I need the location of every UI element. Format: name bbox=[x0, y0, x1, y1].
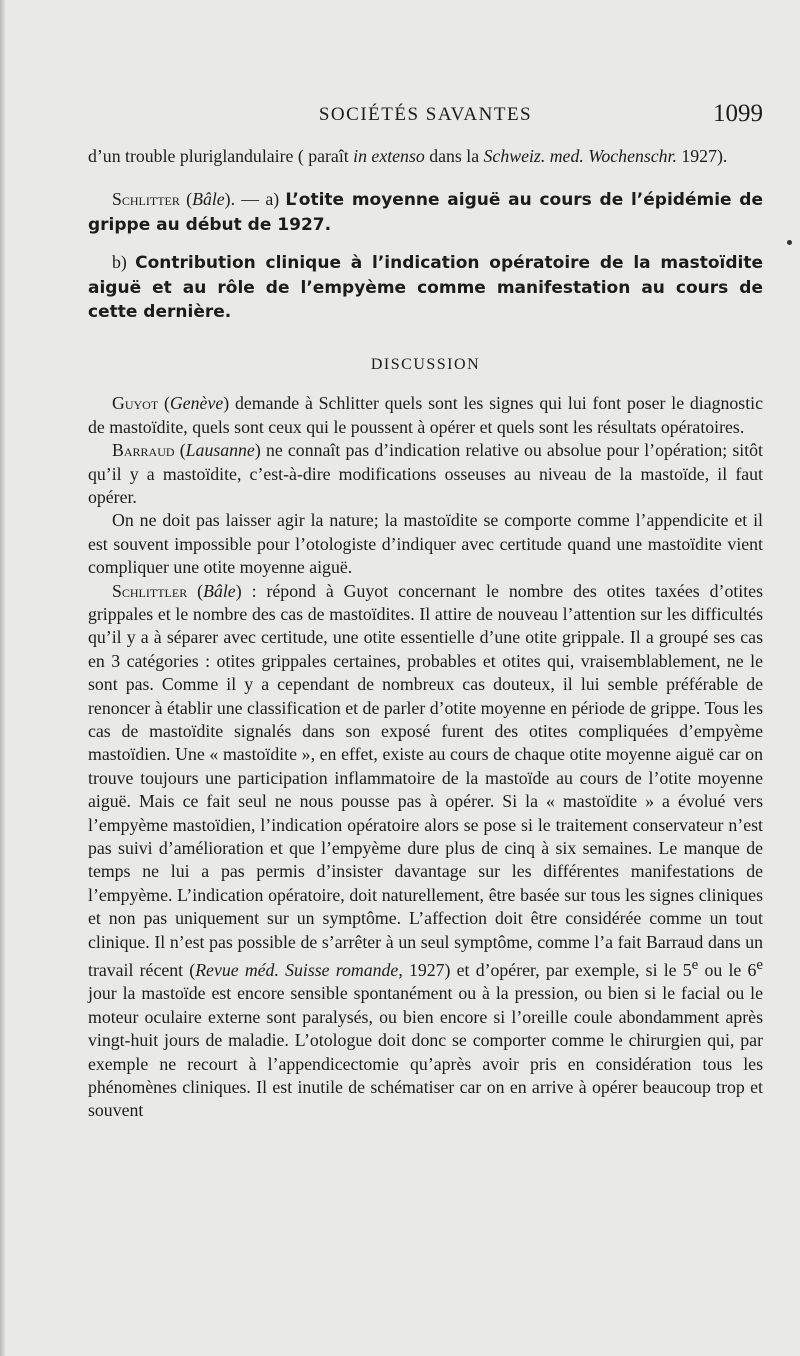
discussion-heading: DISCUSSION bbox=[370, 355, 481, 373]
italic-text: in extenso bbox=[353, 146, 425, 166]
journal-title: Revue méd. Suisse romande, bbox=[195, 959, 403, 980]
page-edge bbox=[0, 0, 6, 1356]
paragraph-text: ne connaît pas d’indication relative ou absolue pour l’opération; sitôt qu’il y a mastoïdite, c’est-à-dire modifications osseuses au niveau de la mastoïde, il faut opérer. bbox=[88, 440, 763, 507]
speaker-name: Guyot bbox=[112, 393, 159, 414]
speaker-name: Barraud bbox=[112, 440, 175, 461]
communication-a: Schlitter (Bâle). — a) L’otite moyenne aiguë au cours de l’épidémie de grippe au début de 1927. bbox=[88, 189, 763, 235]
page-header bbox=[88, 100, 763, 132]
speaker-city: Bâle bbox=[203, 580, 236, 601]
text: dans la bbox=[424, 146, 484, 166]
paragraph-text: 1927) et d’opérer, par exemple, si le bbox=[402, 959, 683, 980]
paragraph-text: jour la mastoïde est encore sensible spontanément ou à la pression, ou bien si le facial ou le moteur oculaire externe sont paralysés, ou bien encore si l’oreille coule abondamment après vingt-huit jours de maladie. L’otologue doit donc se comporter comme le chirurgien qui, par exemple ne recourt à l’appendicectomie qu’après avoir pris en considération tous les phénomènes cliniques. Il est inutile de schématiser car on en arrive à opérer beaucoup trop et souvent bbox=[88, 983, 763, 1121]
communication-title: L’otite moyenne aiguë au cours de l’épidémie de grippe au début de 1927. bbox=[88, 190, 763, 235]
running-title: SOCIÉTÉS SAVANTES bbox=[318, 104, 533, 125]
paragraph-schlittler: Schlittler (Bâle) : répond à Guyot concernant le nombre des otites taxées d’otites grippales et le nombre des cas de mastoïdites. Il attire de nouveau l’attention sur les difficultés qu’il y a à séparer avec certitude, une otite essentielle d’une otite grippale. Il a groupé ses cas en 3 catégories : otites grippales certaines, probables et otites qui, vraisemblablement, ne le sont pas. Comme il y a cependant de nombreux cas douteux, il lui semble préférable de renoncer à établir une classification et de parler d’otite moyenne en période de grippe. Tous les cas de mastoïdite signalés dans son exposé furent des otites compliquées d’empyème mastoïdien. Une « mastoïdite », en effet, existe au cours de chaque otite moyenne aiguë car on trouve toujours une participation inflammatoire de la mastoïde au cours de l’otite moyenne aiguë. Mais ce fait seul ne nous pousse pas à opérer. Si la « mastoïdite » a évolué vers l’empyème mastoïdien, l’indication opératoire alors se pose si le traitement conservateur n’est pas suivi d’amélioration et que l’empyème dure plus de cinq à six semaines. Le manque de temps ne lui a pas permis d’insister davantage sur les différentes manifestations de l’empyème. L’indication opératoire, doit naturellement, être basée sur tous les signes cliniques et non pas uniquement sur un symptôme. L’affection doit être considérée comme un tout clinique. Il n’est pas possible de s’arrêter à un seul symptôme, comme l’a fait Barraud dans un travail récent (Revue méd. Suisse romande, 1927) et d’opérer, par exemple, si le 5e ou le 6e jour la mastoïde est encore sensible spontanément ou à la pression, ou bien si le facial ou le moteur oculaire externe sont paralysés, ou bien encore si l’oreille coule abondamment après vingt-huit jours de maladie. L’otologue doit donc se comporter comme le chirurgien qui, par exemple ne recourt à l’appendicectomie qu’après avoir pris en considération tous les phénomènes cliniques. Il est inutile de schématiser car on en arrive à opérer beaucoup trop et souvent bbox=[88, 580, 763, 1121]
page-number: 1099 bbox=[713, 100, 763, 127]
author-name: Schlitter bbox=[112, 189, 180, 210]
text: 1927). bbox=[676, 146, 728, 166]
page-body bbox=[88, 145, 763, 1123]
paragraph-text: demande à Schlitter quels sont les signes qui lui font poser le diagnostic de mastoïdite, quels sont ceux qui le poussent à opérer et quels sont les résultats opératoires. bbox=[88, 393, 763, 437]
intro-paragraph bbox=[88, 145, 763, 168]
communication-b bbox=[88, 251, 763, 325]
communication-title: Contribution clinique à l’indication opératoire de la mastoïdite aiguë et au rôle de l’empyème comme manifestation au cours de cette dernière. bbox=[88, 253, 763, 323]
ordinal-number: 5 bbox=[682, 959, 692, 980]
paragraph-guyot: Guyot (Genève) demande à Schlitter quels sont les signes qui lui font poser le diagnostic de mastoïdite, quels sont ceux qui le poussent à opérer et quels sont les résultats opératoires. bbox=[88, 393, 763, 437]
ordinal-suffix: e bbox=[756, 957, 763, 974]
paragraph-barraud: Barraud (Lausanne) ne connaît pas d’indication relative ou absolue pour l’opération; sitôt qu’il y a mastoïdite, c’est-à-dire modifications osseuses au niveau de la mastoïde, il faut opérer. bbox=[88, 440, 763, 507]
separator: . — a) bbox=[230, 189, 286, 210]
paragraph-text: : répond à Guyot concernant le nombre des otites taxées d’otites grippales et le nombre des cas de mastoïdites. Il attire de nouveau l’attention sur les difficultés qu’il y a à séparer avec certitude, une otite essentielle d’une otite grippale. Il a groupé ses cas en 3 catégories : otites grippales certaines, probables et otites qui, vraisemblablement, ne le sont pas. Comme il y a cependant de nombreux cas douteux, il lui semble préférable de renoncer à établir une classification et de parler d’otite moyenne en période de grippe. Tous les cas de mastoïdite signalés dans son exposé furent des otites compliquées d’empyème mastoïdien. Une « mastoïdite », en effet, existe au cours de chaque otite moyenne aiguë car on trouve toujours une participation inflammatoire de la mastoïde au cours de l’otite moyenne aiguë. Mais ce fait seul ne nous pousse pas à opérer. Si la « mastoïdite » a évolué vers l’empyème mastoïdien, l’indication opératoire alors se pose si le traitement conservateur n’est pas suivi d’amélioration et que l’empyème dure plus de cinq à six semaines. Le manque de temps ne lui a pas permis d’insister davantage sur les différentes manifestations de l’empyème. L’indication opératoire, doit naturellement, être basée sur tous les signes cliniques et non pas uniquement sur un symptôme. L’affection doit être considérée comme un tout clinique. Il n’est pas possible de s’arrêter à un seul symptôme, comme l’a fait Barraud dans un travail récent ( bbox=[88, 580, 763, 980]
speaker-city: Genève bbox=[169, 393, 224, 414]
text: d’un trouble pluriglandulaire ( paraît bbox=[88, 146, 354, 166]
paragraph-nature: On ne doit pas laisser agir la nature; la mastoïdite se comporte comme l’appendicite et il est souvent impossible pour l’otologiste d’indiquer avec certitude quand une mastoïdite vient compliquer une otite moyenne aiguë. bbox=[88, 510, 763, 578]
author-city: Bâle bbox=[192, 189, 225, 210]
speaker-city: Lausanne bbox=[185, 440, 255, 461]
paragraph-text: ou le bbox=[698, 959, 748, 980]
scan-speck bbox=[787, 240, 792, 245]
ordinal-number: 6 bbox=[747, 959, 757, 980]
ordinal-suffix: e bbox=[691, 957, 699, 974]
list-marker: b) bbox=[112, 252, 136, 273]
journal-title: Schweiz. med. Wochenschr. bbox=[483, 146, 677, 166]
speaker-name: Schlittler bbox=[112, 580, 188, 601]
discussion-body bbox=[88, 392, 763, 1123]
